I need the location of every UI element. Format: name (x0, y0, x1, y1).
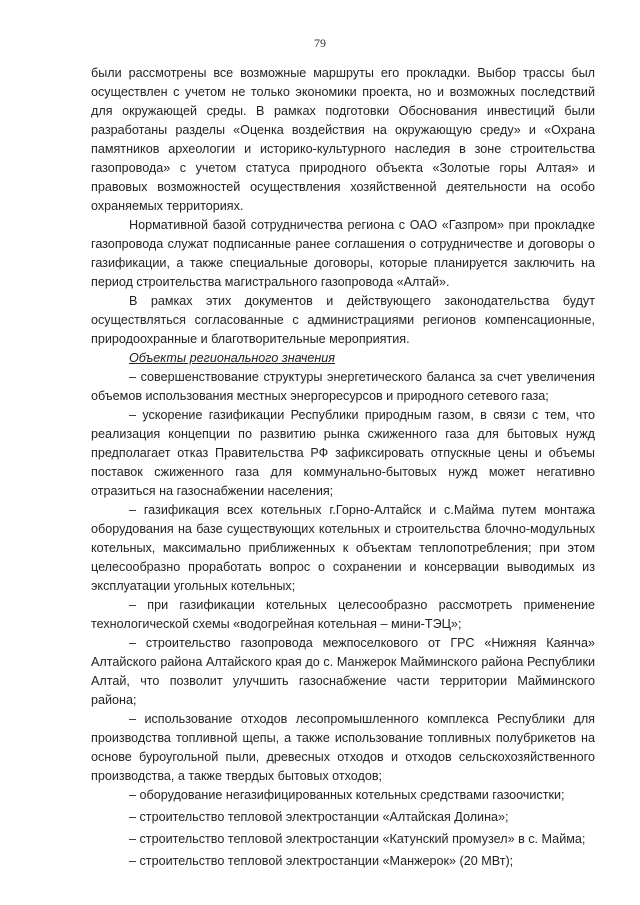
list-item: – оборудование негазифицированных котельных средствами газоочистки; (129, 788, 565, 802)
list-item: – строительство тепловой электростанции «Алтайская Долина»; (129, 810, 509, 824)
paragraph-normative-base: Нормативной базой сотрудничества региона с ОАО «Газпром» при прокладке газопровода служат подписанные ранее соглашения о сотрудничестве и договоры о газификации, а также специальные договоры, которые планируется заключить на период строительства магистрального газопровода «Алтай». (91, 218, 595, 289)
document-body (91, 64, 595, 871)
list-item: – совершенствование структуры энергетического баланса за счет увеличения объемов использования местных энергоресурсов и природного сетевого газа; (91, 370, 595, 403)
list-item: – строительство тепловой электростанции «Манжерок» (20 МВт); (129, 854, 514, 868)
paragraph-route-selection: были рассмотрены все возможные маршруты его прокладки. Выбор трассы был осуществлен с учетом не только экономики проекта, но и возможных последствий для окружающей среды. В рамках подготовки Обоснования инвестиций были разработаны разделы «Оценка воздействия на окружающую среду» и «Охрана памятников археологии и историко-культурного наследия в зоне строительства газопровода» с учетом статуса природного объекта «Золотые горы Алтая» и правовых возможностей осуществления хозяйственной деятельности на особо охраняемых территориях. (91, 66, 595, 213)
list-item: – газификация всех котельных г.Горно-Алтайск и с.Майма путем монтажа оборудования на базе существующих котельных и строительства блочно-модульных котельных, максимально приближенных к объектам теплопотребления; при этом целесообразно проработать вопрос о сохранении и консервации выводимых из эксплуатации угольных котельных; (91, 503, 595, 593)
list-item: – ускорение газификации Республики природным газом, в связи с тем, что реализация концепции по развитию рынка сжиженного газа для бытовых нужд предполагает отказ Правительства РФ зафиксировать отпускные цены и объемы поставок сжиженного газа для коммунально-бытовых нужд может негативно отразиться на газоснабжении населения; (91, 408, 595, 498)
page-number: 79 (314, 36, 326, 50)
list-item: – использование отходов лесопромышленного комплекса Республики для производства топливной щепы, а также использование топливных полубрикетов на основе буроугольной пыли, древесных отходов и отходов сельскохозяйственного производства, а также твердых бытовых отходов; (91, 712, 595, 783)
list-item: – строительство тепловой электростанции «Катунский промузел» в с. Майма; (129, 832, 586, 846)
paragraph-measures: В рамках этих документов и действующего законодательства будут осуществляться согласованные с администрациями регионов компенсационные, природоохранные и благотворительные мероприятия. (91, 294, 595, 346)
section-heading: Объекты регионального значения (129, 351, 336, 365)
list-item: – строительство газопровода межпоселкового от ГРС «Нижняя Каянча» Алтайского района Алтайского края до с. Манжерок Майминского района Республики Алтай, что позволит улучшить газоснабжение части территории Майминского района; (91, 636, 595, 707)
list-item: – при газификации котельных целесообразно рассмотреть применение технологической схемы «водогрейная котельная – мини-ТЭЦ»; (91, 598, 595, 631)
